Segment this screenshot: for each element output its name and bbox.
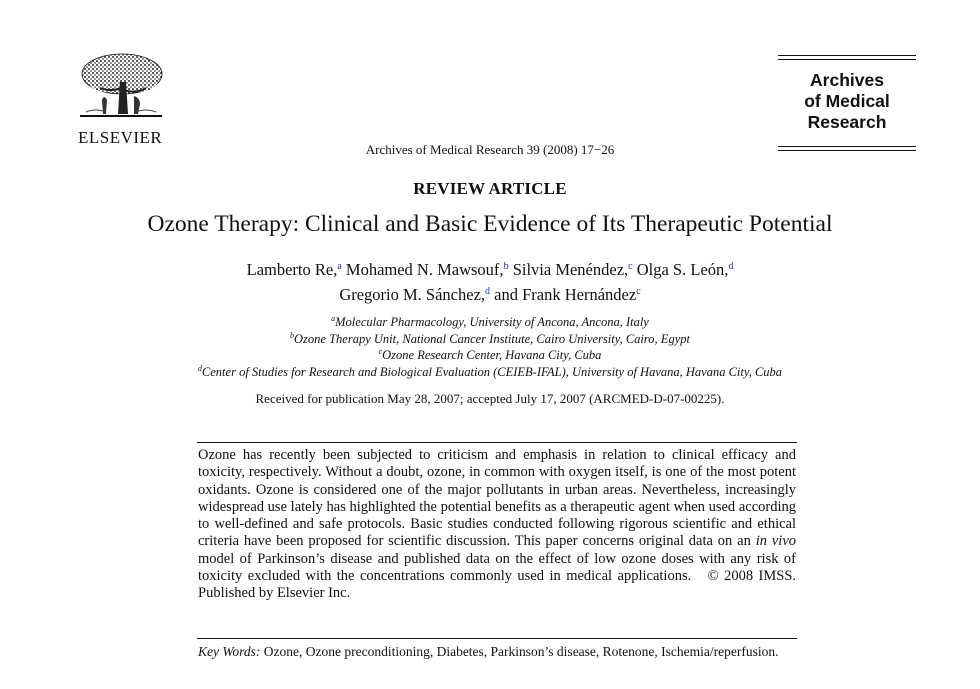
abstract-text: Ozone has recently been subjected to criticism and emphasis in relation to clinical efficacy and toxicity, respectively. Without a doubt, ozone, in common with oxygen itself, is one of the most potent oxidants. Ozone is considered one of the major pollutants in urban areas. Nevertheless, increasingly widespread use lately has highlighted the potential benefits as a therapeutic agent when used according to well-defined and safe protocols. Basic studies conducted following rigorous scientific and ethical criteria have been proposed for scientific discussion. This paper concerns original data on an — [198, 447, 796, 550]
keywords — [198, 643, 796, 661]
elsevier-tree-icon — [76, 52, 166, 124]
author-affil-mark: a — [337, 261, 342, 272]
affiliation-list — [0, 314, 980, 380]
journal-title-box — [778, 55, 916, 153]
affil-text: Molecular Pharmacology, University of Ancona, Ancona, Italy — [335, 315, 649, 329]
paper-title: Ozone Therapy: Clinical and Basic Evidence of Its Therapeutic Potential — [147, 211, 833, 237]
affil-text: Center of Studies for Research and Biological Evaluation (CEIEB-IFAL), University of Havana, Havana City, Cuba — [201, 364, 783, 379]
journal-citation: Archives of Medical Research 39 (2008) 17−26 — [365, 142, 615, 157]
abstract-top-rule — [197, 442, 797, 443]
affil-text: Ozone Therapy Unit, National Cancer Institute, Cairo University, Cairo, Egypt — [294, 331, 690, 346]
keywords-text: Ozone, Ozone preconditioning, Diabetes, Parkinson’s disease, Rotenone, Ischemia/reperfusion. — [263, 644, 779, 659]
top-rule-2 — [778, 59, 916, 60]
bottom-rule-2 — [778, 150, 916, 151]
author-affil-mark: d — [728, 261, 734, 272]
author-affil-mark: b — [503, 261, 509, 272]
publisher-name: ELSEVIER — [78, 128, 163, 147]
journal-title-line: Research — [807, 112, 887, 132]
bottom-rule-1 — [778, 146, 916, 147]
author-name: Silvia Menéndez, — [512, 260, 629, 279]
journal-title — [778, 70, 916, 133]
article-type: REVIEW ARTICLE — [413, 179, 567, 198]
affil-mark: d — [197, 363, 202, 373]
affiliation — [0, 347, 980, 364]
affil-mark: a — [331, 314, 336, 323]
affil-text: Ozone Research Center, Havana City, Cuba — [382, 348, 602, 362]
author-name: Gregorio M. Sánchez, — [339, 285, 486, 304]
author-affil-mark: d — [485, 286, 491, 297]
received-dates: Received for publication May 28, 2007; accepted July 17, 2007 (ARCMED-D-07-00225). — [255, 391, 725, 406]
author-affil-mark: c — [636, 286, 641, 297]
author-affil-mark: c — [628, 261, 633, 272]
affil-mark: c — [378, 347, 383, 356]
keywords-label: Key Words: — [198, 644, 261, 659]
abstract-text: model of Parkinson’s disease and published data on the effect of low ozone doses with any risk of toxicity excluded with the concentrations commonly used in medical applications. — [198, 550, 796, 585]
author-list — [0, 257, 980, 307]
author-name: Olga S. León, — [636, 260, 729, 279]
journal-title-line: Archives — [810, 70, 884, 90]
affiliation — [0, 314, 980, 331]
author-name: and Frank Hernández — [494, 285, 637, 304]
abstract-bottom-rule — [197, 638, 797, 639]
publisher-logo — [74, 52, 170, 152]
affil-mark: b — [290, 330, 295, 340]
top-rule-1 — [778, 55, 916, 56]
affiliation — [0, 331, 980, 348]
affiliation — [0, 364, 980, 381]
abstract — [198, 447, 796, 603]
author-name: Lamberto Re, — [246, 260, 338, 279]
journal-title-line: of Medical — [804, 91, 890, 111]
copyright: © 2008 IMSS. Published by Elsevier Inc. — [198, 568, 797, 602]
author-name: Mohamed N. Mawsouf, — [345, 260, 504, 279]
abstract-italic: in vivo — [755, 533, 797, 550]
